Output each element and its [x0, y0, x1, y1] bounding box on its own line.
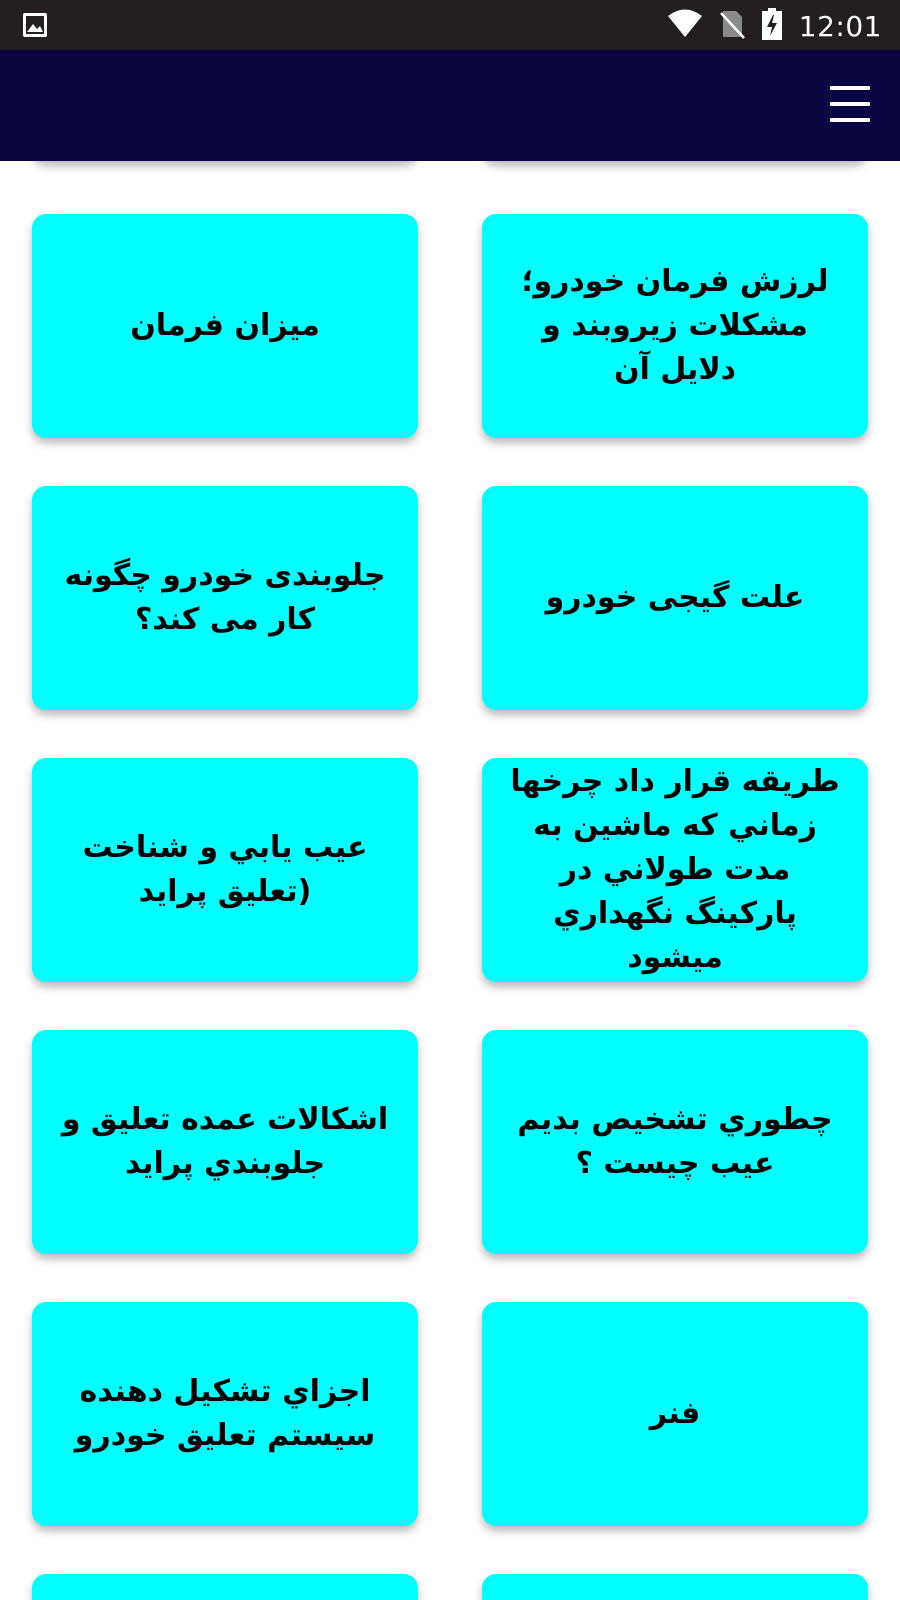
card-item[interactable] — [32, 1574, 418, 1600]
no-sim-icon — [719, 9, 745, 43]
card-item[interactable]: علت گیجی خودرو — [482, 486, 868, 710]
card-item[interactable]: طريقه قرار داد چرخها زماني كه ماشين به مدت طولاني در پاركينگ نگهداري ميشود — [482, 758, 868, 982]
battery-charging-icon — [761, 8, 783, 44]
gallery-icon — [22, 12, 48, 42]
card-item[interactable]: فنر — [482, 1302, 868, 1526]
card-item[interactable] — [482, 1574, 868, 1600]
card-item[interactable]: چطوري تشخيص بديم عيب چيست ؟ — [482, 1030, 868, 1254]
app-bar — [0, 50, 900, 161]
card-grid[interactable] — [0, 161, 900, 1600]
card-item[interactable]: جلوبندی خودرو چگونه کار می کند؟ — [32, 486, 418, 710]
status-bar — [0, 0, 900, 50]
card-item[interactable]: اشكالات عمده تعليق و جلوبندي پرايد — [32, 1030, 418, 1254]
wifi-icon — [667, 9, 703, 43]
card-item[interactable]: اجزاي تشكيل دهنده سيستم تعليق خودرو — [32, 1302, 418, 1526]
card-item[interactable]: میزان فرمان — [32, 214, 418, 438]
hamburger-menu-icon[interactable] — [830, 86, 870, 122]
clock: 12:01 — [798, 9, 882, 43]
card-item[interactable]: لرزش فرمان خودرو؛ مشکلات زیروبند و دلایل آن — [482, 214, 868, 438]
card-item[interactable]: عيب يابي و شناخت (تعليق پرايد — [32, 758, 418, 982]
